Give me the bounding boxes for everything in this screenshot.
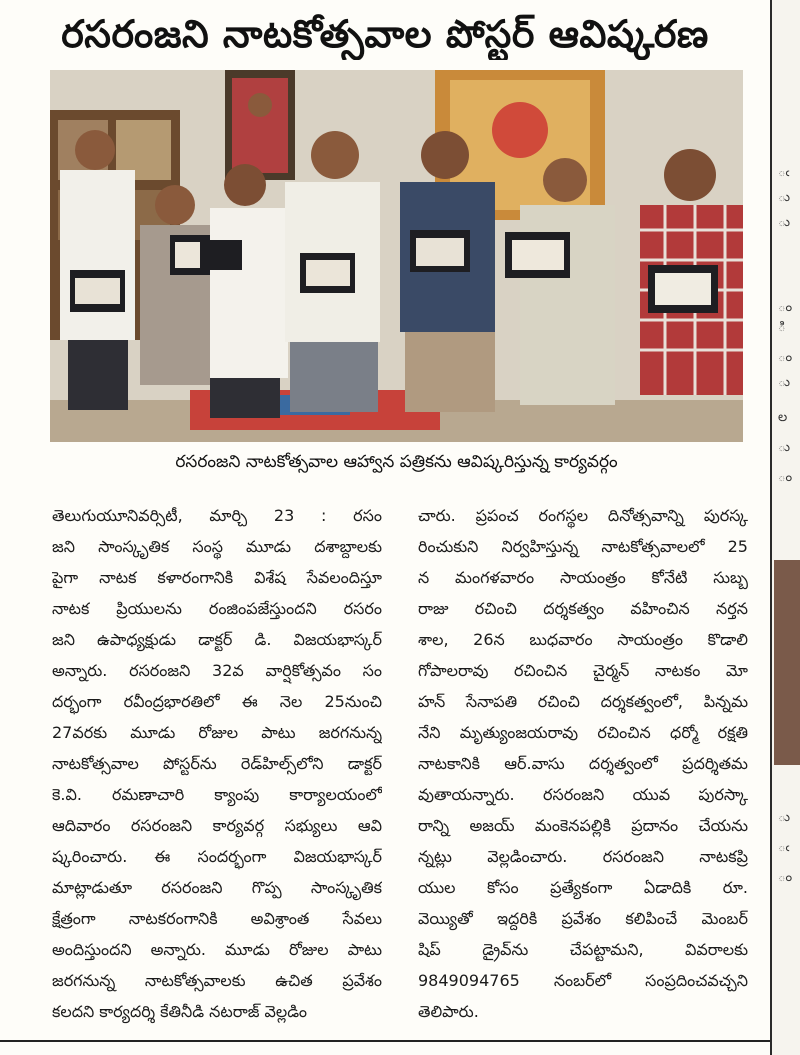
adjacent-text-fragment: ు [778,810,791,825]
article-line: 27వరకు మూడు రోజుల పాటు జరగనున్న [52,723,382,742]
article-line: మాట్లాడుతూ రసరంజని గొప్ప సాంస్కృతిక [52,878,382,897]
adjacent-text-fragment: ఁ [778,840,790,855]
article-line: న్నట్లు వెల్లడించారు. రసరంజని నాటకప్రి [418,847,748,866]
article-line: రించుకుని నిర్వహిస్తున్న నాటకోత్సవాలలో 25 [418,537,748,556]
article-line: ష్కరించారు. ఈ సందర్భంగా విజయభాస్కర్ [52,847,382,866]
article-line: తెలుగుయూనివర్సిటీ, మార్చి 23 : రసం [52,506,382,525]
adjacent-text-fragment: ు [778,440,791,455]
adjacent-text-fragment: ం [778,870,793,885]
article-line: నాటకోత్సవాల పోస్టర్‌ను రెడ్‌హిల్స్‌లోని డాక్టర్ [52,754,382,773]
article-line: రాజు రచించి దర్శకత్వం వహించిన నర్తన [418,599,748,618]
article-line: అందిస్తుందని అన్నారు. మూడు రోజుల పాటు [52,940,382,959]
article-line: వెయ్యితో ఇద్దరికి ప్రవేశం కలిపించే మెంబర్ [418,909,748,928]
article-line: చారు. ప్రపంచ రంగస్థల దినోత్సవాన్ని పురస్క [418,506,748,525]
article-line: పైగా నాటక కళారంగానికి విశేష సేవలందిస్తూ [52,568,382,587]
article-line: 9849094765 నంబర్‌లో సంప్రదించవచ్చని [418,971,748,990]
adjacent-text-fragment: ం [778,470,793,485]
article-line: నేని మృత్యుంజయరావు రచించిన ధర్మో రక్షతి [418,723,748,742]
article-line: నాటకానికి ఆర్.వాసు దర్శత్వంలో ప్రదర్శితమ [418,754,748,773]
article-line: గోపాలరావు రచించిన చైర్మన్ నాటకం మో [418,661,748,680]
article-line: వుతాయన్నారు. రసరంజని యువ పురస్కా [418,785,748,804]
article-line: కె.వి. రమణాచారి క్యాంపు కార్యాలయంలో [52,785,382,804]
article-line: దర్భంగా రవీంద్రభారతిలో ఈ నెల 25నుంచి [52,692,382,711]
article-line: అన్నారు. రసరంజని 32వ వార్షికోత్సవం సం [52,661,382,680]
article-line: క్షేత్రంగా నాటకరంగానికి అవిశ్రాంత సేవలు [52,909,382,928]
article-line: తెలిపారు. [418,1002,479,1021]
adjacent-text-fragment: ు [778,215,791,230]
article-line: ఆదివారం రసరంజని కార్యవర్గ సభ్యులు ఆవి [52,816,382,835]
article-line: జని ఉపాధ్యక్షుడు డాక్టర్ డి. విజయభాస్కర్ [52,630,382,649]
adjacent-text-fragment: ు [778,375,791,390]
article-line: హన్ సేనాపతి రచించి దర్శకత్వంలో, పిన్నమ [418,692,748,711]
adjacent-text-fragment: ి [778,320,786,335]
article-line: కలదని కార్యదర్శి కేతినీడి నటరాజ్ వెల్లడిం [52,1002,307,1021]
adjacent-text-fragment: ం [778,350,793,365]
adjacent-article-strip [772,0,800,1055]
article-line: జరగనున్న నాటకోత్సవాలకు ఉచిత ప్రవేశం [52,971,382,990]
article-line: నాటక ప్రియులను రంజింపజేస్తుందని రసరం [52,599,382,618]
article-column-right [418,500,748,1027]
article-line: శాల, 26న బుధవారం సాయంత్రం కొడాలి [418,630,748,649]
article-line: రాన్ని అజయ్ మంకెనపల్లికి ప్రదానం చేయను [418,816,748,835]
article-line: జని సాంస్కృతిక సంస్థ మూడు దశాబ్దాలకు [52,537,382,556]
article-line: న మంగళవారం సాయంత్రం కోనేటి సుబ్బ [418,568,748,587]
article-line: షిప్ డ్రైవ్‌ను చేపట్టామని, వివరాలకు [418,940,748,959]
adjacent-text-fragment: ం [778,300,793,315]
adjacent-photo-thumbnail [774,560,800,765]
news-photo [50,70,743,442]
adjacent-text-fragment: ు [778,190,791,205]
photo-caption: రసరంజని నాటకోత్సవాల ఆహ్వాన పత్రికను ఆవిష్కరిస్తున్న కార్యవర్గం [175,452,618,472]
adjacent-text-fragment: ల [778,410,788,425]
headline: రసరంజని నాటకోత్సవాల పోస్టర్ ఆవిష్కరణ [61,12,709,56]
bottom-divider [0,1040,770,1042]
article-column-left [52,500,382,1027]
article-line: యుల కోసం ప్రత్యేకంగా ఏడాదికి రూ. [418,878,748,897]
adjacent-text-fragment: ఁ [778,165,790,180]
